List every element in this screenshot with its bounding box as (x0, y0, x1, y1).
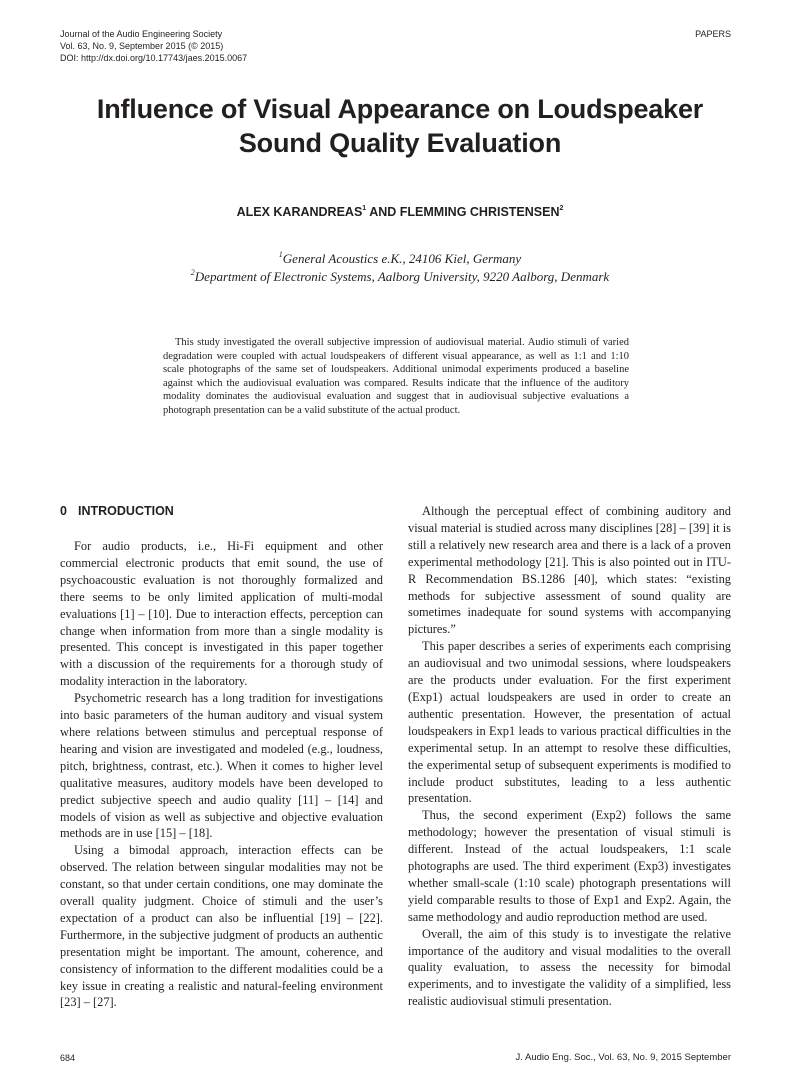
author-1: ALEX KARANDREAS (236, 205, 363, 219)
body-paragraph: Psychometric research has a long tradition for investigations into basic parameters of the human auditory and visual system where relations between stimulus and perceptual response of hearing and vision are investigated and modeled (e.g., loudness, pitch, brightness, contrast, etc.). When it comes to higher level qualitative measures, auditory models have been developed to predict subjective speech and audio quality [11] – [14] and models of vision as well as subjective and objective evaluation methods are in use [15] – [18]. (60, 691, 383, 841)
affiliations (40, 250, 760, 286)
affiliation-2-mark: 2 (190, 268, 195, 277)
affiliation-1 (40, 250, 760, 268)
abstract: This study investigated the overall subjective impression of audiovisual material. Audio stimuli of varied degradation were coupled with actual loudspeakers of different visual appearance, as well as 1:1 and 1:10 scale photographs of the same set of loudspeakers. Additional unimodal experiments produced a baseline against which the audiovisual evaluation was compared. Results indicate that the influence of the auditory modality dominates the audiovisual evaluation and suggest that in audiovisual subjective evaluations a photograph presentation can be a valid substitute of the actual product. (163, 337, 629, 416)
section-number: 0 (60, 504, 67, 518)
affiliation-2 (40, 268, 760, 286)
journal-volume: Vol. 63, No. 9, September 2015 (© 2015) (60, 41, 224, 51)
author-1-affiliation-mark: 1 (362, 205, 367, 212)
page-number: 684 (60, 1053, 76, 1063)
journal-header (60, 28, 247, 64)
journal-doi[interactable]: DOI: http://dx.doi.org/10.17743/jaes.2015.0067 (60, 53, 248, 63)
affiliation-2-text: Department of Electronic Systems, Aalborg University, 9220 Aalborg, Denmark (194, 269, 610, 284)
paper-title (40, 92, 760, 160)
footer-citation: J. Audio Eng. Soc., Vol. 63, No. 9, 2015 September (515, 1052, 731, 1063)
section-heading (60, 503, 174, 519)
author-list (40, 204, 760, 220)
affiliation-1-mark: 1 (278, 250, 283, 259)
author-2-affiliation-mark: 2 (559, 205, 564, 212)
left-column (60, 538, 383, 1011)
author-2: FLEMMING CHRISTENSEN (399, 205, 560, 219)
body-paragraph: For audio products, i.e., Hi-Fi equipment and other commercial electronic products that emit sound, the use of psychoacoustic evaluation is not thoroughly formalized and there seems to be only limited application of multi-modal evaluations [1] – [10]. Due to interaction effects, perception can change when information from more than a single modality is presented. This concept is investigated in this paper together with a discussion of the requirements for a thorough study of modality interaction in the laboratory. (60, 539, 383, 689)
author-conjunction: AND (366, 205, 400, 219)
body-paragraph: Thus, the second experiment (Exp2) follows the same methodology; however the presentation of visual stimuli is different. Instead of the actual loudspeakers, 1:1 scale photographs are used. The third experiment (Exp3) investigates whether small-scale (1:10 scale) photograph presentations will yield comparable results to those of Exp1 and Exp2. Again, the same methodology and audio reproduction method are used. (408, 808, 731, 924)
title-line-2: Sound Quality Evaluation (238, 128, 562, 158)
section-title: INTRODUCTION (78, 504, 174, 518)
affiliation-1-text: General Acoustics e.K., 24106 Kiel, Germany (282, 251, 522, 266)
body-paragraph: This paper describes a series of experiments each comprising an audiovisual and two unimodal sessions, where loudspeakers are the products under evaluation. For the first experiment (Exp1) actual loudspeakers are used in order to create an authentic presentation. However, the presentation of actual loudspeakers in Exp1 leads to various practical difficulties in the experimental setup. In an attempt to resolve these difficulties, the experimental setup of subsequent experiments is modified to include product substitutes, leading to a less authentic presentation. (408, 639, 731, 806)
right-column (408, 503, 731, 1010)
journal-name: Journal of the Audio Engineering Society (60, 29, 223, 39)
body-paragraph: Overall, the aim of this study is to investigate the relative importance of the auditory and visual modalities to the overall quality evaluation, to assess the necessity for bimodal experiments, and to investigate the validity of a simplified, less realistic audiovisual stimuli presentation. (408, 926, 731, 1009)
section-label: PAPERS (695, 29, 731, 39)
body-paragraph: Using a bimodal approach, interaction effects can be observed. The relation between singular modalities may not be constant, so that under certain conditions, one may dominate the overall quality judgment. Choice of stimuli and the user’s expectation of a product can also be influential [19] – [22]. Furthermore, in the subjective judgment of products an authentic presentation might be important. The amount, coherence, and consistency of information to the different modalities could be a key issue in creating a realistic and natural-feeling environment [23] – [27]. (60, 843, 383, 1010)
body-paragraph: Although the perceptual effect of combining auditory and visual material is studied across many disciplines [28] – [39] it is still a relatively new research area and there is a lack of a proven experimental methodology [21]. This is also pointed out in ITU-R Recommendation BS.1286 [40], which states: “existing methods for subjective assessment of sound quality are sometimes inadequate for sound systems with accompanying pictures.” (408, 504, 731, 637)
title-line-1: Influence of Visual Appearance on Loudspeaker (96, 94, 704, 124)
